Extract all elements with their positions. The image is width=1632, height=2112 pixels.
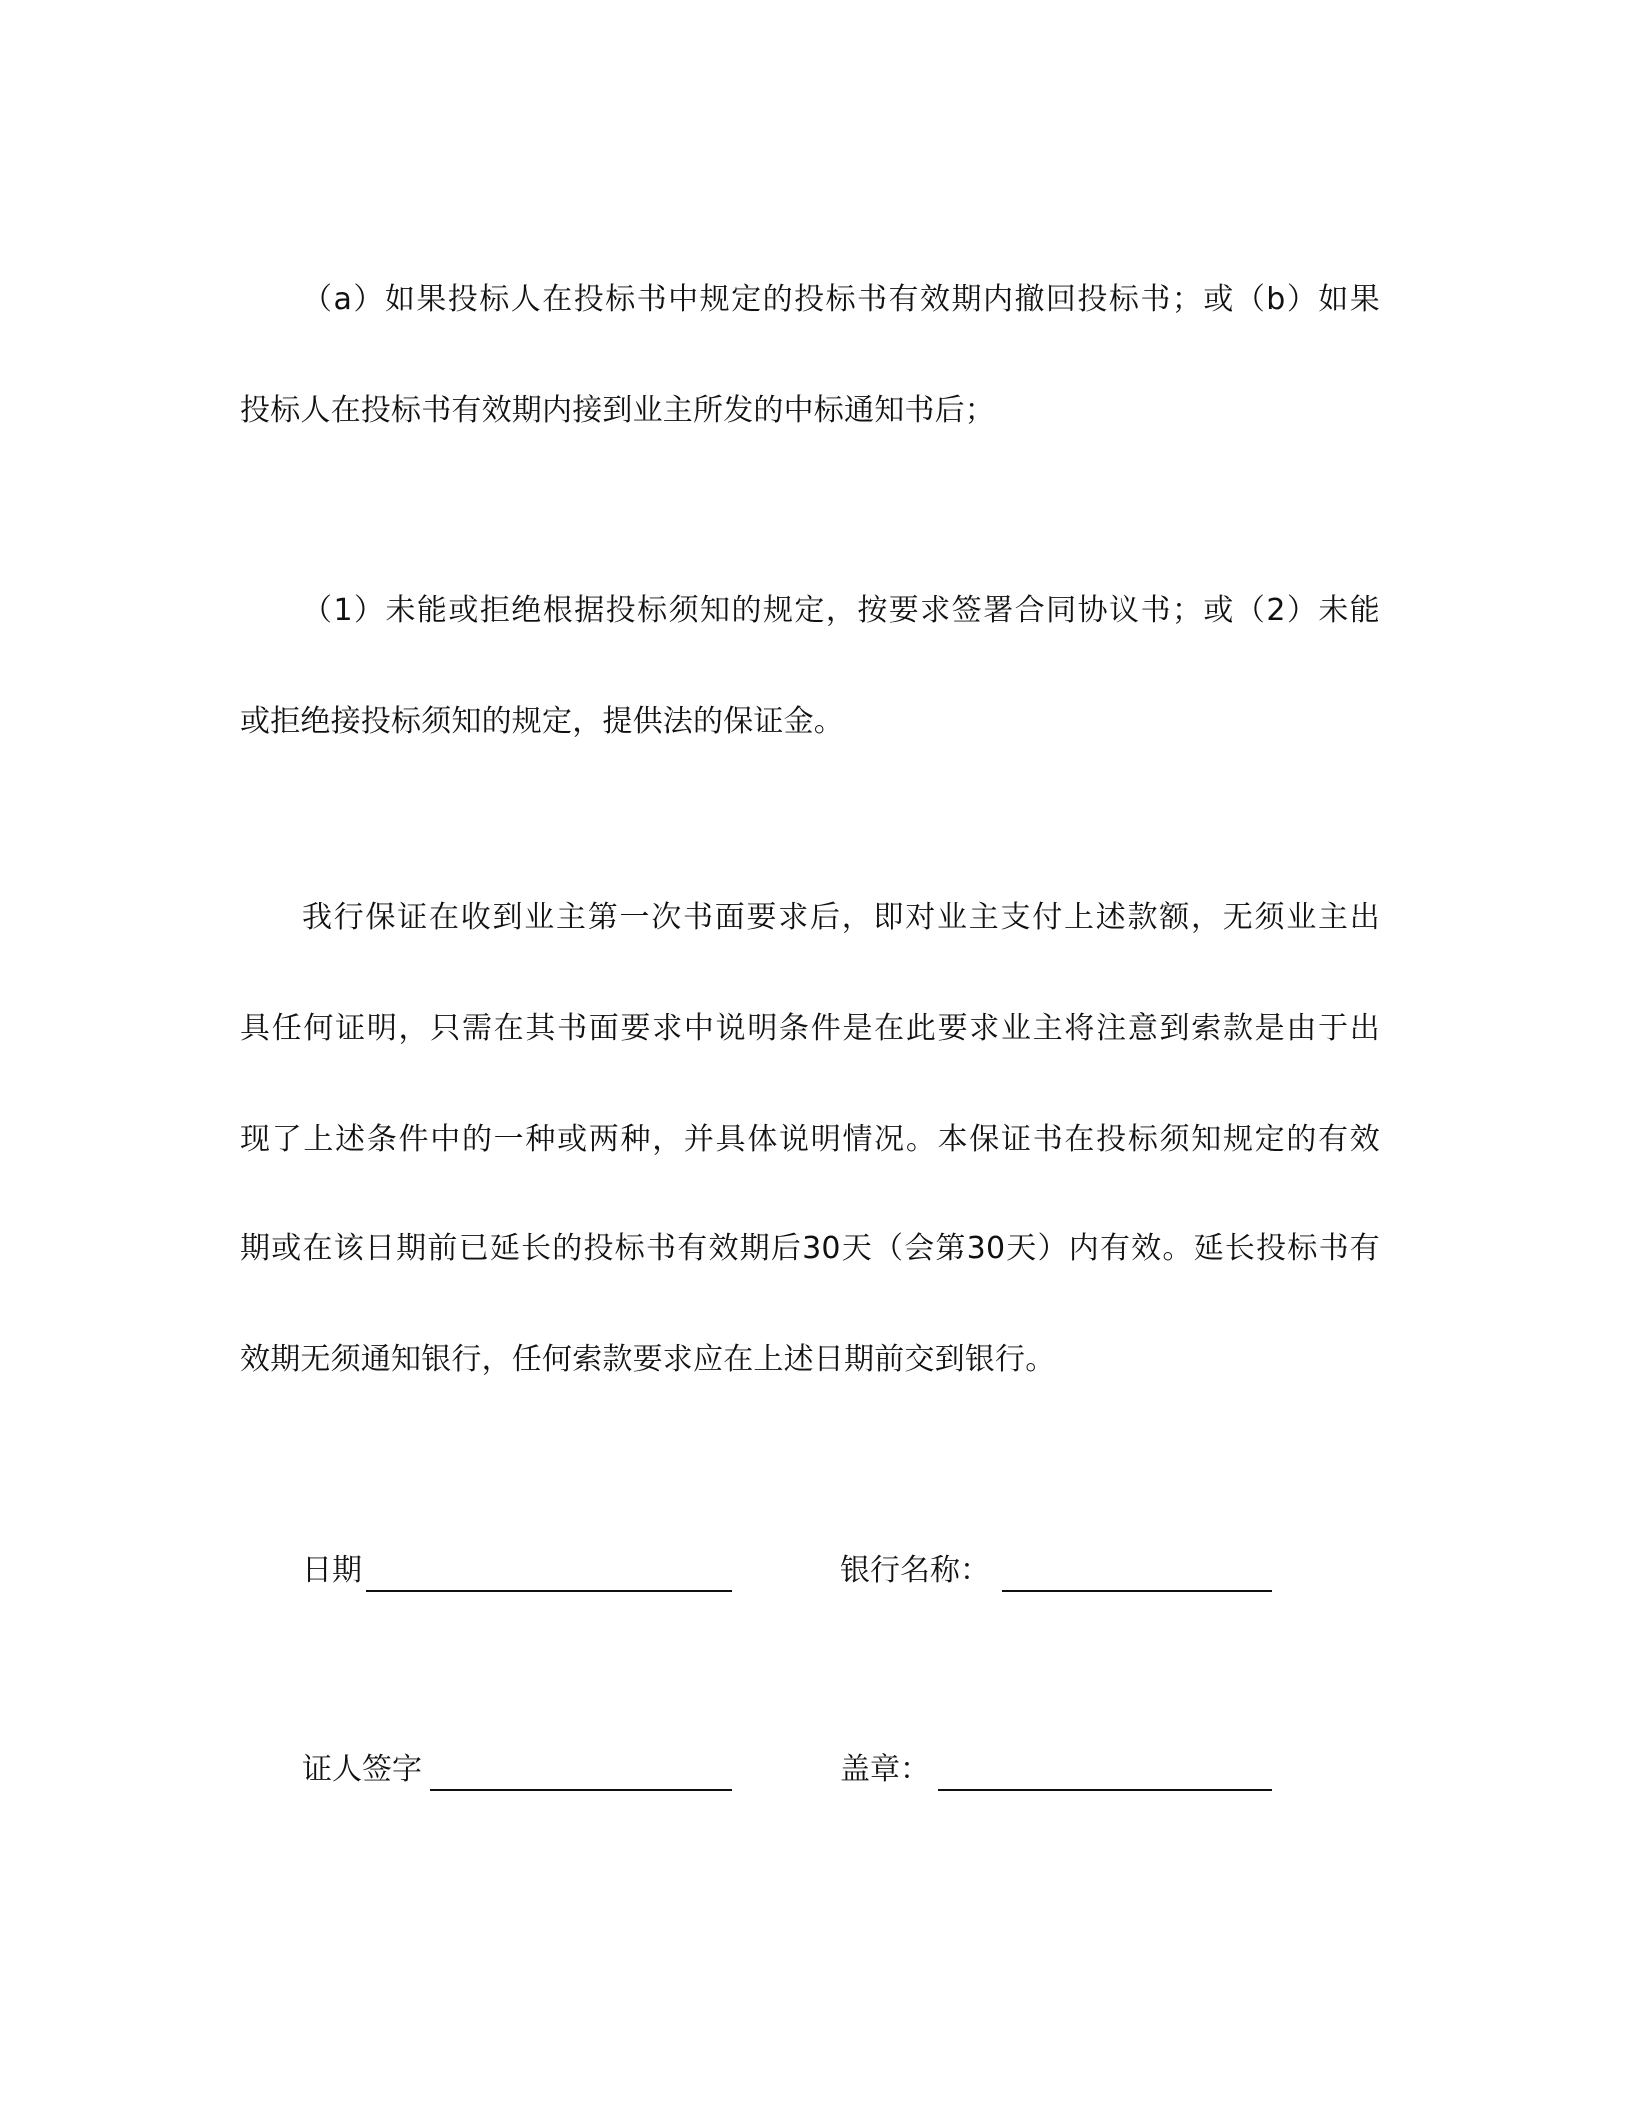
paragraph-3-line-4: 期或在该日期前已延长的投标书有效期后30天（会第30天）内有效。延长投标书有: [240, 1231, 1380, 1266]
seal-field-line[interactable]: [938, 1789, 1272, 1791]
bank-name-field-line[interactable]: [1002, 1590, 1272, 1592]
bank-name-label: 银行名称：: [840, 1553, 990, 1588]
seal-label: 盖章：: [840, 1752, 930, 1787]
paragraph-1-line-1: （a）如果投标人在投标书中规定的投标书有效期内撤回投标书；或（b）如果: [302, 282, 1380, 317]
witness-signature-field-line[interactable]: [430, 1789, 732, 1791]
witness-signature-label: 证人签字: [302, 1752, 422, 1787]
date-label: 日期: [302, 1553, 362, 1588]
paragraph-3-line-1: 我行保证在收到业主第一次书面要求后，即对业主支付上述款额，无须业主出: [302, 900, 1380, 935]
paragraph-3-line-5: 效期无须通知银行，任何索款要求应在上述日期前交到银行。: [240, 1342, 1056, 1377]
paragraph-1-line-2: 投标人在投标书有效期内接到业主所发的中标通知书后；: [240, 393, 995, 428]
paragraph-3-line-3: 现了上述条件中的一种或两种，并具体说明情况。本保证书在投标须知规定的有效: [240, 1122, 1380, 1157]
paragraph-2-line-2: 或拒绝接投标须知的规定，提供法的保证金。: [240, 704, 844, 739]
paragraph-3-line-2: 具任何证明，只需在其书面要求中说明条件是在此要求业主将注意到索款是由于出: [240, 1011, 1380, 1046]
paragraph-2-line-1: （1）未能或拒绝根据投标须知的规定，按要求签署合同协议书；或（2）未能: [302, 593, 1380, 628]
date-field-line[interactable]: [366, 1590, 732, 1592]
